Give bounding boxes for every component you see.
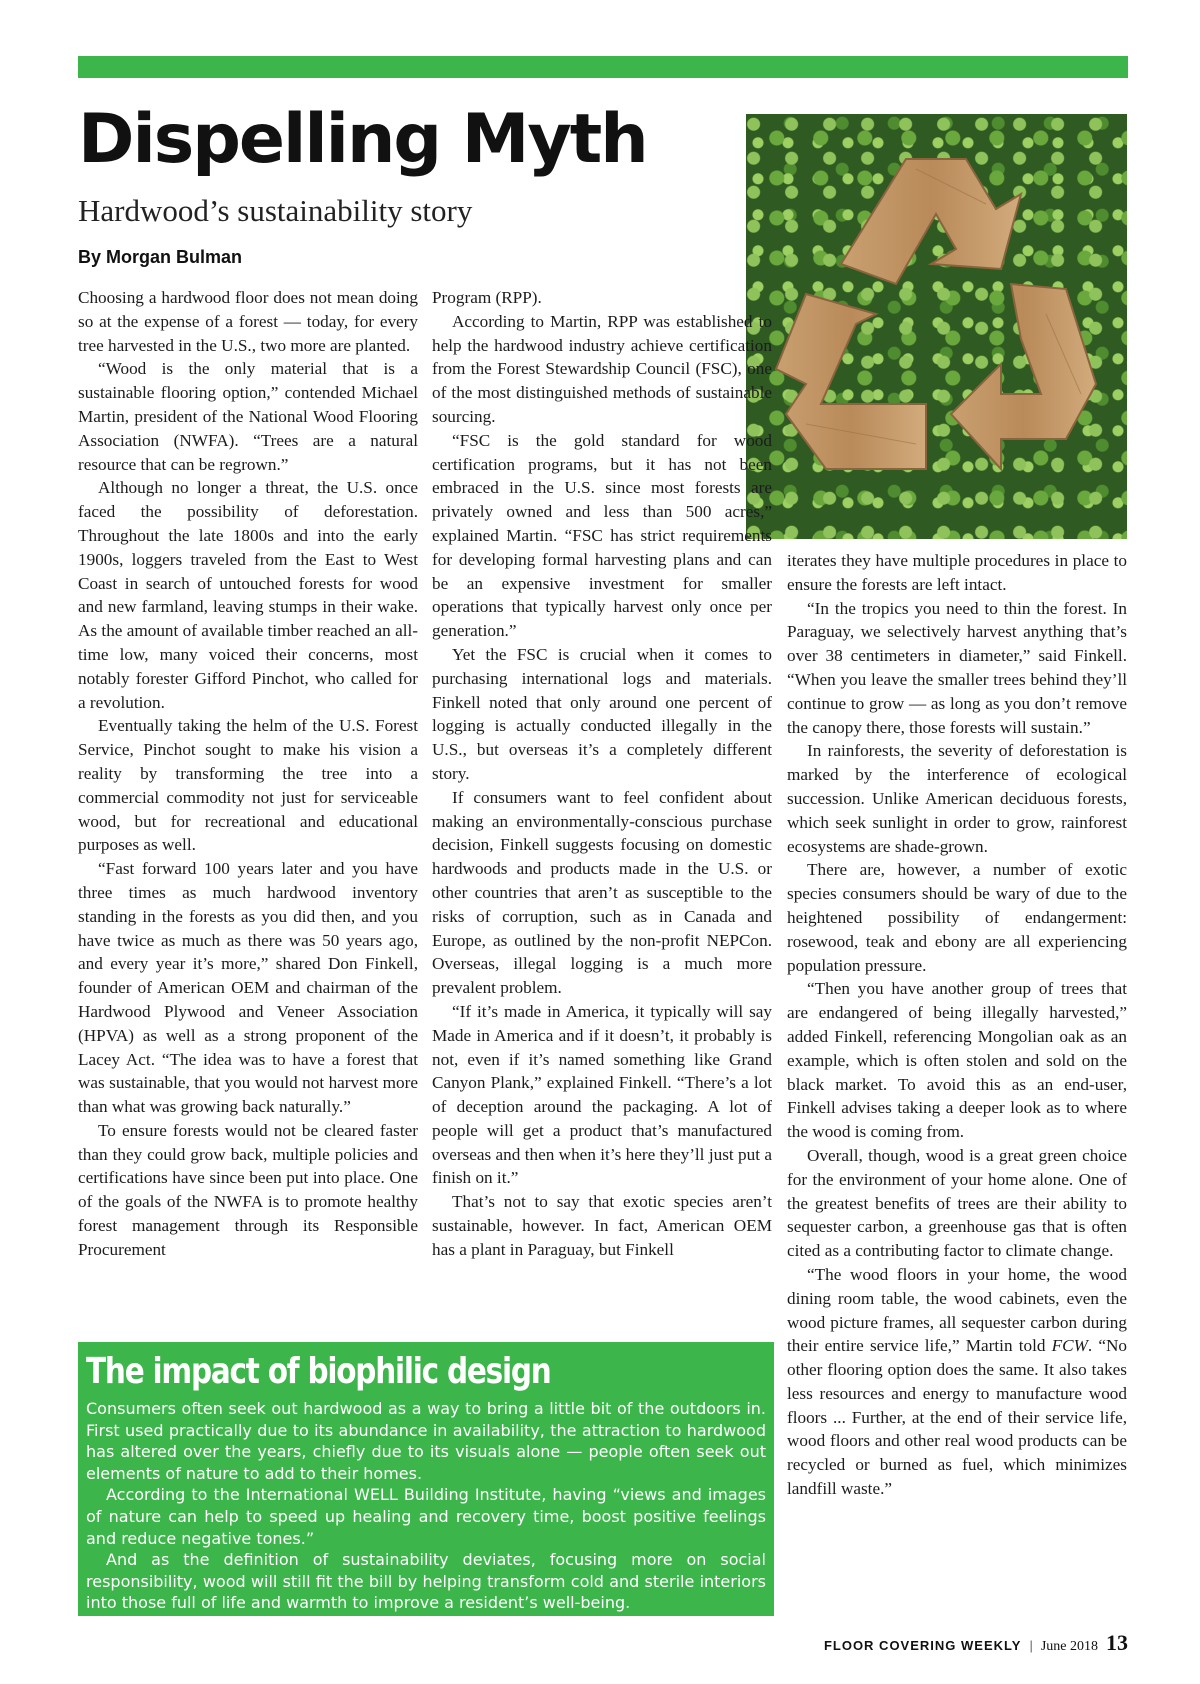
article-subtitle: Hardwood’s sustainability story [78, 193, 473, 228]
publication-abbrev: FCW [1051, 1336, 1088, 1356]
top-accent-bar [78, 56, 1128, 78]
recycle-icon [746, 114, 1127, 539]
page-footer [824, 1630, 1128, 1656]
sidebar-paragraph: And as the definition of sustainability deviates, focusing more on social responsibility, wood will still fit the bill by helping transform cold and sterile interiors into those full of life and warmth to improve a resident’s well-being. [86, 1550, 766, 1613]
footer-separator: | [1029, 1638, 1033, 1653]
sidebar-paragraph: According to the International WELL Building Institute, having “views and images of nature can help to speed up healing and recovery time, boost positive feelings and reduce negative tones.” [86, 1485, 766, 1548]
article-title: Dispelling Myth [78, 100, 647, 179]
paragraph: “FSC is the gold standard for wood certification programs, but it has not been embraced in the U.S. since most forests are privately owned and less than 500 acres,” explained Martin. “FSC has strict requirements for developing formal harvesting plans and can be an expensive investment for smaller operations that typically harvest only once per generation.” [432, 430, 772, 641]
paragraph: Although no longer a threat, the U.S. once faced the possibility of deforestation. Throughout the late 1800s and into the early 1900s, loggers traveled from the East to West Coast in search of untouched forests for wood and new farmland, leaving stumps in their wake. As the amount of available timber reached an all-time low, many voiced their concerns, most notably forester Gifford Pinchot, who called for a revolution. [78, 478, 418, 712]
paragraph: If consumers want to feel confident about making an environmentally-conscious purchase decision, Finkell suggests focusing on domestic hardwoods and products made in the U.S. or other countries that aren’t as susceptible to the risks of corruption, such as in Canada and Europe, as outlined by the non-profit NEPCon. Overseas, illegal logging is a much more prevalent problem. [432, 787, 772, 998]
byline: By Morgan Bulman [78, 247, 243, 267]
article-column-1 [78, 286, 418, 1262]
paragraph: In rainforests, the severity of deforestation is marked by the interference of ecological succession. Unlike American deciduous forests, which seek sunlight in order to grow, rainforest ecosystems are shade-grown. [787, 741, 1127, 856]
paragraph: “Fast forward 100 years later and you have three times as much hardwood inventory standing in the forests as you did then, and you have twice as much as there was 50 years ago, and every year it’s more,” shared Don Finkell, founder of American OEM and chairman of the Hardwood Plywood and Veneer Association (HPVA) as well as a strong proponent of the Lacey Act. “The idea was to have a forest that was sustainable, that you would not harvest more than what was growing back naturally.” [78, 859, 418, 1117]
paragraph: “In the tropics you need to thin the forest. In Paraguay, we selectively harvest anything that’s over 38 centimeters in diameter,” said Finkell. “When you leave the smaller trees behind they’ll continue to grow — as long as you don’t remove the canopy there, those forests will sustain.” [787, 598, 1127, 737]
text-span: “The wood floors in your home, the wood dining room table, the wood cabinets, even the wood picture frames, all sequester carbon during their entire service life,” Martin told [787, 1264, 1127, 1356]
paragraph: Overall, though, wood is a great green choice for the environment of your home alone. One of the greatest benefits of trees are their ability to sequester carbon, a greenhouse gas that is often cited as a contributing factor to climate change. [787, 1145, 1127, 1261]
paragraph: Yet the FSC is crucial when it comes to purchasing international logs and materials. Finkell noted that only around one percent of logging is actually conducted illegally in the U.S., but overseas it’s a completely different story. [432, 644, 772, 783]
page-number: 13 [1106, 1630, 1128, 1655]
paragraph: To ensure forests would not be cleared faster than they could grow back, multiple policies and certifications have since been put into place. One of the goals of the NWFA is to promote healthy forest management through its Responsible Procurement [78, 1120, 418, 1259]
sidebar-heading: The impact of biophilic design [86, 1351, 551, 1392]
recycle-wood-photo [746, 114, 1127, 539]
text-span: . “No other flooring option does the same. It also takes less resources and energy to manufacture wood floors ... Further, at the end of their service life, wood floors and other real wood products can be recycled or burned as fuel, which minimizes landfill waste.” [787, 1336, 1128, 1499]
biophilic-sidebar [78, 1342, 774, 1616]
paragraph: Eventually taking the helm of the U.S. Forest Service, Pinchot sought to make his vision a reality by transforming the tree into a commercial commodity not just for serviceable wood, but for recreational and educational purposes as well. [78, 716, 418, 855]
paragraph: “If it’s made in America, it typically will say Made in America and if it doesn’t, it probably is not, even if it’s named something like Grand Canyon Plank,” explained Finkell. “There’s a lot of deception around the packaging. A lot of people will get a product that’s manufactured overseas and then when it’s here they’ll just put a finish on it.” [432, 1001, 772, 1188]
article-column-2 [432, 286, 772, 1262]
paragraph: “Then you have another group of trees that are endangered of being illegally harvested,” added Finkell, referencing Mongolian oak as an example, which is often stolen and sold on the black market. To avoid this as an end-user, Finkell advises taking a deeper look as to where the wood is coming from. [787, 979, 1127, 1142]
sidebar-paragraph: Consumers often seek out hardwood as a way to bring a little bit of the outdoors in. First used practically due to its abundance in availability, the attraction to hardwood has altered over the years, chiefly due to its visuals alone — people often seek out elements of nature to add to their homes. [86, 1399, 766, 1483]
paragraph [787, 1263, 1127, 1501]
paragraph: Program (RPP). [432, 288, 542, 307]
issue-date: June 2018 [1040, 1639, 1098, 1654]
publication-name: FLOOR COVERING WEEKLY [823, 1638, 1022, 1653]
article-column-3 [787, 549, 1127, 1501]
paragraph: That’s not to say that exotic species aren’t sustainable, however. In fact, American OEM has a plant in Paraguay, but Finkell [432, 1192, 772, 1259]
paragraph: Choosing a hardwood floor does not mean doing so at the expense of a forest — today, for every tree harvested in the U.S., two more are planted. [78, 288, 418, 355]
paragraph: iterates they have multiple procedures in place to ensure the forests are left intact. [787, 551, 1127, 594]
paragraph: According to Martin, RPP was established to help the hardwood industry achieve certification from the Forest Stewardship Council (FSC), one of the most distinguished methods of sustainable sourcing. [432, 311, 772, 426]
paragraph: “Wood is the only material that is a sustainable flooring option,” contended Michael Martin, president of the National Wood Flooring Association (NWFA). “Trees are a natural resource that can be regrown.” [78, 359, 418, 474]
paragraph: There are, however, a number of exotic species consumers should be wary of due to the heightened possibility of endangerment: rosewood, teak and ebony are all experiencing population pressure. [787, 860, 1127, 975]
